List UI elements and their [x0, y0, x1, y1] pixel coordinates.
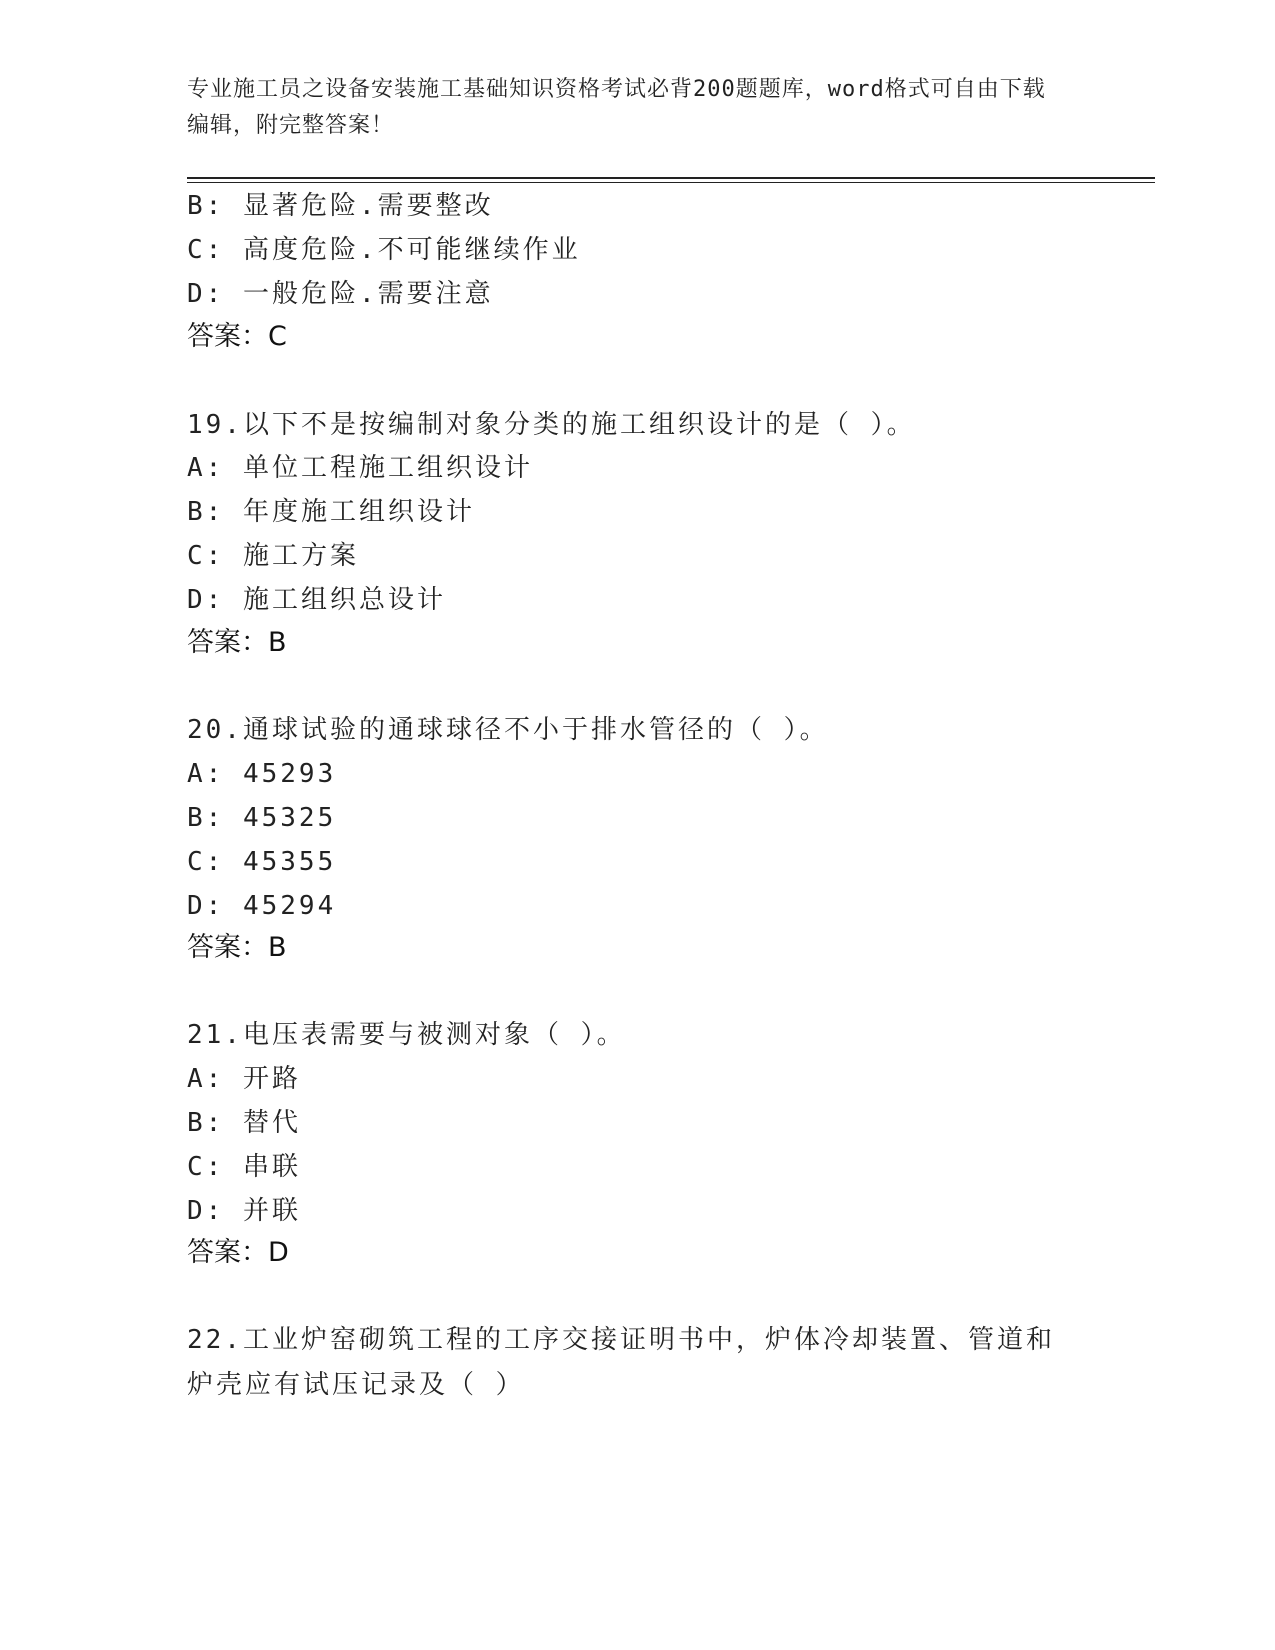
q18-option-c: C: 高度危险.不可能继续作业 — [187, 235, 581, 265]
q21-option-a: A: 开路 — [187, 1064, 301, 1094]
q19-answer: 答案：B — [187, 627, 287, 658]
q18-option-d: D: 一般危险.需要注意 — [187, 279, 494, 309]
q18-answer: 答案：C — [187, 321, 287, 352]
q21-option-c: C: 串联 — [187, 1152, 301, 1182]
q21-answer: 答案：D — [187, 1237, 289, 1268]
q19-option-a: A: 单位工程施工组织设计 — [187, 453, 533, 483]
q20-option-a: A: 45293 — [187, 759, 337, 789]
document-header: 专业施工员之设备安装施工基础知识资格考试必背200题题库，word格式可自由下载编辑，附完整答案！ — [187, 77, 1046, 138]
header-divider-thin — [187, 182, 1155, 183]
q19-option-d: D: 施工组织总设计 — [187, 585, 446, 615]
q18-option-b: B: 显著危险.需要整改 — [187, 191, 494, 221]
q20-stem: 20.通球试验的通球球径不小于排水管径的（ ）。 — [187, 715, 829, 745]
q20-option-b: B: 45325 — [187, 803, 337, 833]
q20-option-d: D: 45294 — [187, 891, 337, 921]
q21-option-d: D: 并联 — [187, 1196, 301, 1226]
q22-stem: 22.工业炉窑砌筑工程的工序交接证明书中，炉体冷却装置、管道和炉壳应有试压记录及（ ） — [187, 1325, 1055, 1400]
q21-stem: 21.电压表需要与被测对象（ ）。 — [187, 1020, 626, 1050]
q19-stem: 19.以下不是按编制对象分类的施工组织设计的是（ ）。 — [187, 410, 916, 440]
q21-option-b: B: 替代 — [187, 1108, 301, 1138]
q19-option-b: B: 年度施工组织设计 — [187, 497, 475, 527]
header-divider-thick — [187, 177, 1155, 179]
q20-answer: 答案：B — [187, 932, 287, 963]
q20-option-c: C: 45355 — [187, 847, 337, 877]
q19-option-c: C: 施工方案 — [187, 541, 359, 571]
